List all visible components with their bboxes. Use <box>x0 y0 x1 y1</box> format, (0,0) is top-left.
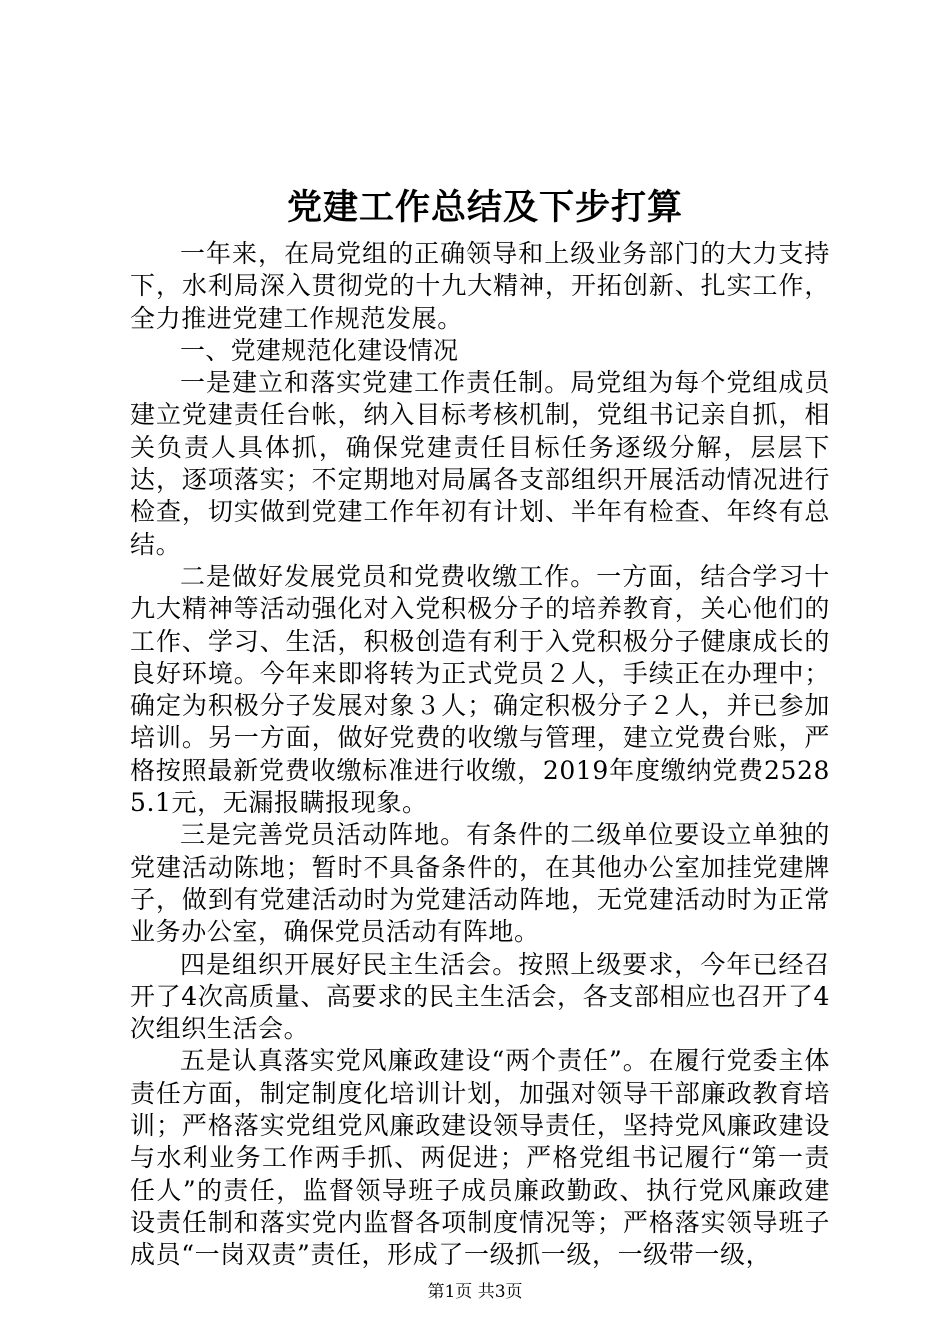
paragraph-item-3: 三是完善党员活动阵地。有条件的二级单位要设立单独的党建活动陈地；暂时不具备条件的，在其他办公室加挂党建牌子，做到有党建活动时为党建活动阵地，无党建活动时为正常业务办公室，确保党员活动有阵地。 <box>130 820 830 947</box>
document-page <box>130 180 830 1272</box>
paragraph-item-1: 一是建立和落实党建工作责任制。局党组为每个党组成员建立党建责任台帐，纳入目标考核机制，党组书记亲自抓，相关负责人具体抓，确保党建责任目标任务逐级分解，层层下达，逐项落实；不定期地对局属各支部组织开展活动情况进行检查，切实做到党建工作年初有计划、半年有检查、年终有总结。 <box>130 368 830 559</box>
paragraph-item-4: 四是组织开展好民主生活会。按照上级要求，今年已经召开了4次高质量、高要求的民主生活会，各支部相应也召开了4次组织生活会。 <box>130 949 830 1044</box>
paragraph-intro: 一年来，在局党组的正确领导和上级业务部门的大力支持下，水利局深入贯彻党的十九大精神，开拓创新、扎实工作，全力推进党建工作规范发展。 <box>130 239 830 333</box>
document-title: 党建工作总结及下步打算 <box>286 187 683 228</box>
paragraph-item-5: 五是认真落实党风廉政建设“两个责任”。在履行党委主体责任方面，制定制度化培训计划，加强对领导干部廉政教育培训；严格落实党组党风廉政建设领导责任，坚持党风廉政建设与水利业务工作两手抓、两促进；严格党组书记履行“第一责任人”的责任，监督领导班子成员廉政勤政、执行党风廉政建设责任制和落实党内监督各项制度情况等；严格落实领导班子成员“一岗双责”责任，形成了一级抓一级，一级带一级， <box>130 1046 830 1270</box>
paragraph-item-2: 二是做好发展党员和党费收缴工作。一方面，结合学习十九大精神等活动强化对入党积极分子的培养教育，关心他们的工作、学习、生活，积极创造有利于入党积极分子健康成长的良好环境。今年来即将转为正式党员２人，手续正在办理中；确定为积极分子发展对象３人；确定积极分子２人，并已参加培训。另一方面，做好党费的收缴与管理，建立党费台账，严格按照最新党费收缴标准进行收缴，2019年度缴纳党费25285.1元，无漏报瞒报现象。 <box>130 561 830 818</box>
page-number-footer: 第1页 共3页 <box>427 1282 523 1302</box>
document-body <box>130 238 830 1272</box>
section-heading: 一、党建规范化建设情况 <box>180 335 459 365</box>
